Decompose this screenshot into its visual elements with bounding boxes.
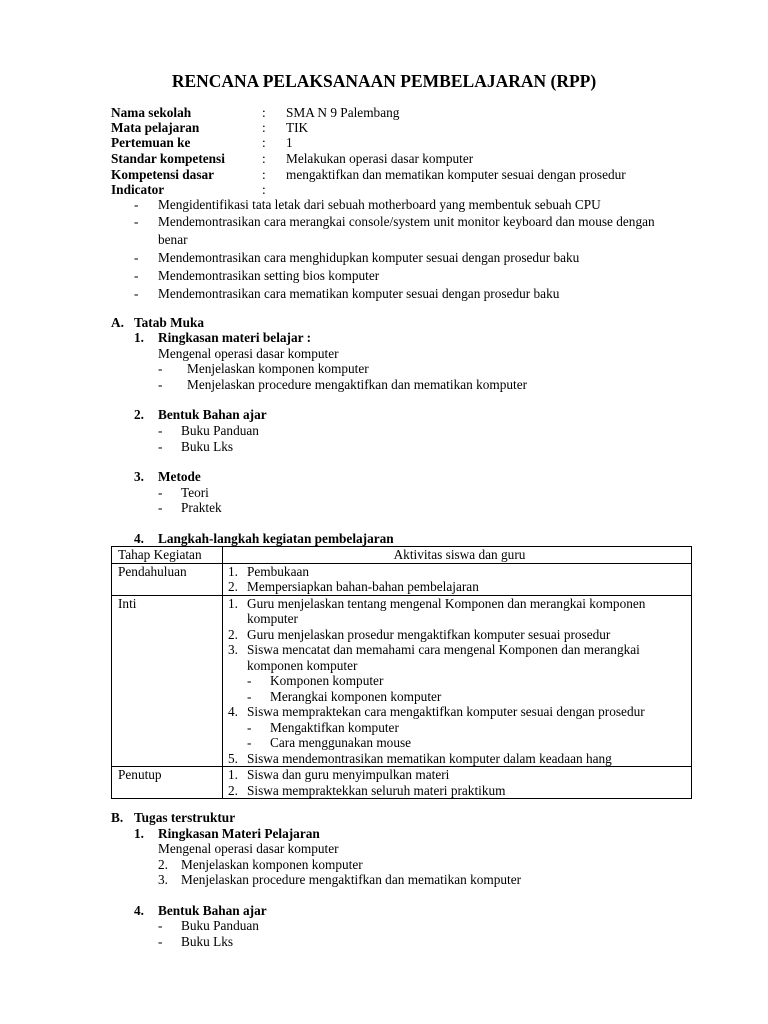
list-item: Buku Panduan [181, 423, 259, 438]
activity-subline [228, 673, 691, 689]
section-a-label: A. [111, 315, 124, 330]
activity-cell [223, 563, 692, 595]
dash: - [134, 250, 139, 265]
activity-line [228, 751, 691, 767]
separator: : [262, 105, 266, 120]
activity-subline [228, 735, 691, 751]
item-number: 4. [134, 531, 144, 546]
label-kompetensi-dasar: Kompetensi dasar [111, 167, 215, 182]
activity-subline [228, 689, 691, 705]
item-title: Bentuk Bahan ajar [158, 903, 267, 918]
label-pertemuan: Pertemuan ke [111, 135, 191, 150]
value-kompetensi-dasar: mengaktifkan dan mematikan komputer sesuai dengan prosedur [286, 167, 626, 182]
dash: - [158, 439, 163, 454]
table-row [112, 563, 692, 595]
list-item: Menjelaskan komponen komputer [187, 361, 369, 376]
list-item: Buku Lks [181, 934, 234, 949]
dash: - [158, 423, 163, 438]
dash: - [247, 719, 252, 735]
activity-line [228, 783, 691, 799]
stage-cell: Pendahuluan [112, 563, 223, 595]
line-text: Pembukaan [247, 563, 310, 579]
indicator-item: Mendemontrasikan cara menghidupkan komputer sesuai dengan prosedur baku [158, 250, 580, 265]
value-nama-sekolah: SMA N 9 Palembang [286, 105, 400, 120]
line-number: 2. [228, 782, 238, 798]
line-text: Cara menggunakan mouse [270, 735, 412, 750]
activity-cell [223, 595, 692, 767]
stage-cell: Inti [112, 595, 223, 767]
line-text: Merangkai komponen komputer [270, 688, 442, 704]
activity-line [228, 767, 691, 783]
label-nama-sekolah: Nama sekolah [111, 105, 192, 120]
indicator-item: Mendemontrasikan cara mematikan komputer sesuai dengan prosedur baku [158, 286, 560, 301]
item-number: 3. [134, 469, 144, 484]
item-intro: Mengenal operasi dasar komputer [158, 346, 339, 361]
activity-line [228, 642, 691, 658]
item-title: Bentuk Bahan ajar [158, 407, 267, 422]
item-title: Ringkasan materi belajar : [158, 330, 312, 345]
line-number: 1. [228, 595, 238, 611]
section-b-title: Tugas terstruktur [134, 810, 236, 825]
indicator-item-continued: benar [158, 232, 188, 247]
list-item: Praktek [181, 500, 222, 515]
dash: - [134, 268, 139, 283]
activities-table [111, 546, 692, 799]
table-row [112, 595, 692, 767]
section-b-label: B. [111, 810, 124, 825]
dash: - [158, 485, 163, 500]
label-standar-kompetensi: Standar kompetensi [111, 151, 225, 166]
list-item: Buku Panduan [181, 918, 259, 933]
indicator-item: Mendemontrasikan setting bios komputer [158, 268, 380, 283]
activity-line [228, 627, 691, 643]
list-number: 2. [158, 857, 168, 872]
line-text: Siswa mempraktekan cara mengaktifkan komputer sesuai dengan prosedur [247, 704, 645, 719]
dash: - [247, 735, 252, 750]
separator: : [262, 135, 266, 150]
table-row [112, 767, 692, 799]
line-text: Komponen komputer [270, 673, 384, 688]
value-pertemuan: 1 [286, 135, 293, 150]
list-item: Menjelaskan procedure mengaktifkan dan mematikan komputer [181, 872, 522, 887]
item-number: 1. [134, 330, 144, 345]
line-text: Mempersiapkan bahan-bahan pembelajaran [247, 579, 479, 594]
table-header: Aktivitas siswa dan guru [223, 547, 692, 564]
line-text: Siswa mencatat dan memahami cara mengenal Komponen dan merangkai [247, 642, 640, 657]
item-number: 1. [134, 826, 144, 841]
list-item: Menjelaskan procedure mengaktifkan dan mematikan komputer [187, 377, 528, 392]
dash: - [134, 286, 139, 301]
dash: - [158, 500, 163, 515]
line-text: Siswa dan guru menyimpulkan materi [247, 767, 450, 782]
separator: : [262, 120, 266, 135]
list-item: Menjelaskan komponen komputer [181, 857, 363, 872]
line-number: 4. [228, 704, 238, 719]
line-number: 2. [228, 579, 238, 594]
activity-line [228, 704, 691, 720]
item-title: Ringkasan Materi Pelajaran [158, 826, 320, 841]
line-text: Guru menjelaskan prosedur mengaktifkan komputer sesuai prosedur [247, 626, 611, 642]
activity-line [228, 596, 691, 612]
activity-cell [223, 767, 692, 799]
separator: : [262, 182, 266, 197]
line-number: 2. [228, 626, 238, 642]
line-text: Mengaktifkan komputer [270, 719, 399, 735]
dash: - [158, 377, 163, 392]
list-item: Buku Lks [181, 439, 234, 454]
value-standar-kompetensi: Melakukan operasi dasar komputer [286, 151, 474, 166]
activity-subline [228, 720, 691, 736]
line-text: Siswa mempraktekkan seluruh materi praktikum [247, 782, 506, 798]
separator: : [262, 151, 266, 166]
indicator-item: Mendemontrasikan cara merangkai console/system unit monitor keyboard dan mouse dengan [158, 214, 655, 229]
table-header-row [112, 547, 692, 564]
list-item: Teori [181, 485, 209, 500]
value-mata-pelajaran: TIK [286, 120, 309, 135]
line-number: 5. [228, 750, 238, 766]
dash: - [134, 197, 139, 212]
dash: - [247, 673, 252, 688]
item-intro: Mengenal operasi dasar komputer [158, 841, 339, 856]
line-text: Guru menjelaskan tentang mengenal Komponen dan merangkai komponen [247, 595, 646, 611]
section-a-title: Tatab Muka [134, 315, 205, 330]
activity-line [228, 564, 691, 580]
item-number: 4. [134, 903, 144, 918]
line-number: 1. [228, 563, 238, 579]
item-number: 2. [134, 407, 144, 422]
item-title: Metode [158, 469, 201, 484]
separator: : [262, 167, 266, 182]
line-text: Siswa mendemontrasikan mematikan komputer dalam keadaan hang [247, 750, 612, 766]
activity-line-continued: komputer [247, 611, 298, 626]
dash: - [158, 361, 163, 376]
table-header: Tahap Kegiatan [112, 547, 223, 564]
label-mata-pelajaran: Mata pelajaran [111, 120, 200, 135]
dash: - [247, 688, 252, 704]
stage-cell: Penutup [112, 767, 223, 799]
list-number: 3. [158, 872, 168, 887]
activity-line-continued: komponen komputer [247, 657, 358, 673]
indicator-item: Mengidentifikasi tata letak dari sebuah motherboard yang membentuk sebuah CPU [158, 197, 601, 212]
dash: - [158, 918, 163, 933]
line-number: 1. [228, 767, 238, 782]
label-indicator: Indicator [111, 182, 165, 197]
item-title: Langkah-langkah kegiatan pembelajaran [158, 531, 394, 546]
dash: - [134, 214, 139, 229]
page-title: RENCANA PELAKSANAAN PEMBELAJARAN (RPP) [171, 71, 597, 91]
dash: - [158, 934, 163, 949]
activity-line [228, 579, 691, 595]
line-number: 3. [228, 642, 238, 657]
